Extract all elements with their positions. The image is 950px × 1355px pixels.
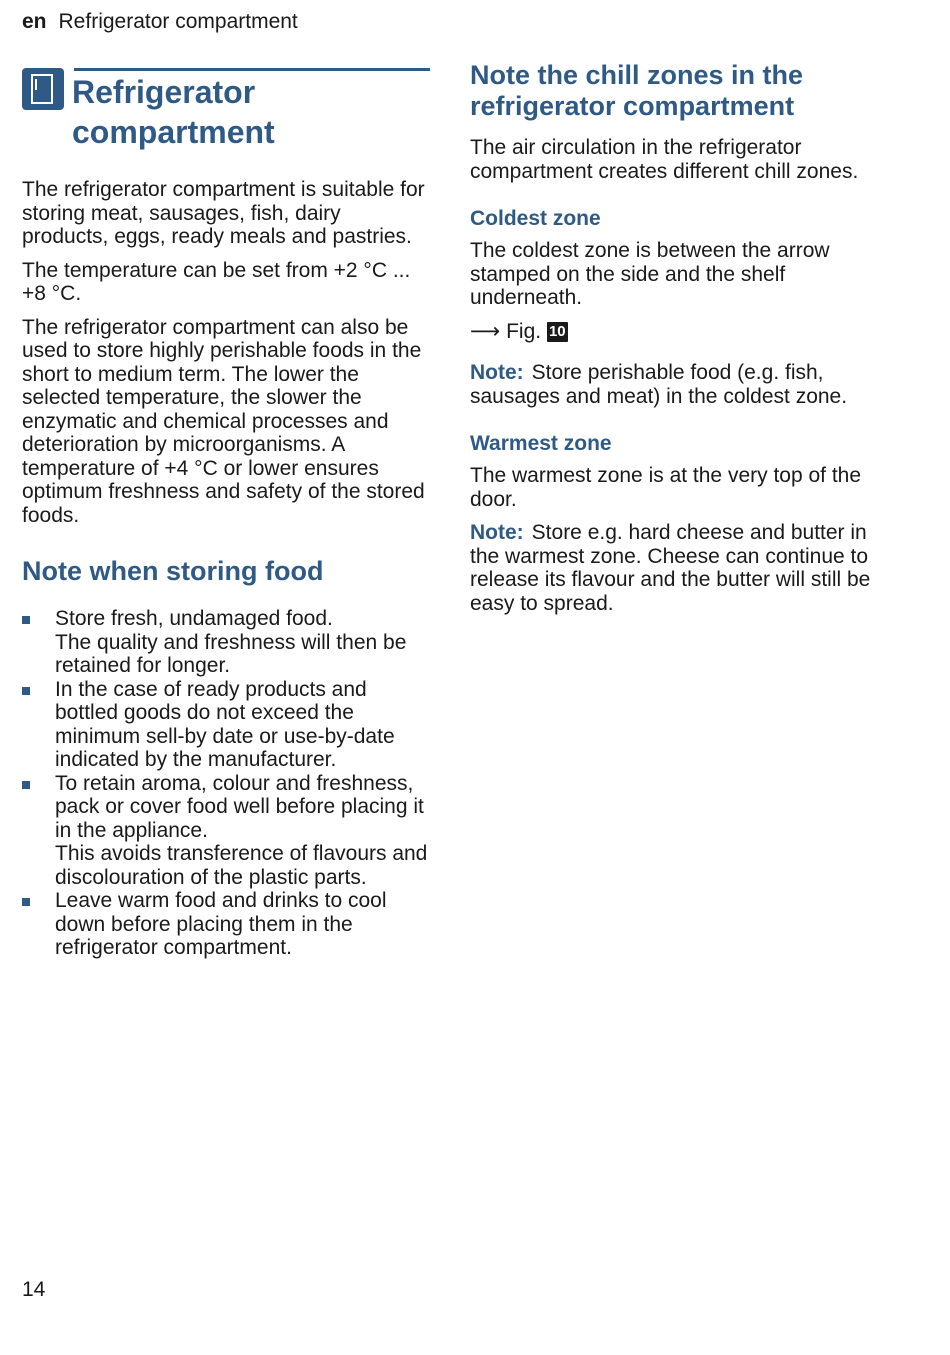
coldest-zone-heading: Coldest zone (470, 207, 601, 230)
list-item (22, 772, 432, 890)
list-item (22, 889, 432, 960)
coldest-zone-text: The coldest zone is between the arrow stamped on the side and the shelf underneath. (470, 239, 830, 309)
list-item-text: Store fresh, undamaged food. (55, 607, 333, 630)
figure-label: Fig. (506, 319, 542, 343)
page-title: Refrigerator compartment (72, 74, 275, 150)
list-item-subtext: The quality and freshness will then be retained for longer. (55, 630, 407, 677)
note-label: Note: (470, 521, 524, 544)
arrow-right-icon: ⟶ (470, 319, 501, 343)
list-item-subtext: This avoids transference of flavours and discolouration of the plastic parts. (55, 842, 428, 889)
bullet-icon (22, 616, 30, 624)
chill-zones-intro: The air circulation in the refrigerator compartment creates different chill zones. (470, 136, 859, 183)
warmest-zone-note (470, 521, 890, 615)
figure-number: 10 (548, 322, 566, 340)
bullet-icon (22, 687, 30, 695)
section-title-block (22, 68, 432, 154)
page-header (22, 9, 298, 35)
intro-paragraph: The refrigerator compartment is suitable for storing meat, sausages, fish, dairy products, eggs, ready meals and pastries. (22, 178, 425, 248)
list-item-text: To retain aroma, colour and freshness, pack or cover food well before placing it in the appliance. (55, 771, 424, 842)
header-section-title: Refrigerator compartment (58, 10, 298, 33)
temperature-paragraph: The temperature can be set from +2 °C ... +8 °C. (22, 258, 411, 305)
title-rule (74, 68, 430, 71)
list-item (22, 678, 432, 772)
list-item (22, 607, 432, 678)
warmest-zone-text: The warmest zone is at the very top of the door. (470, 464, 862, 511)
refrigerator-icon (22, 68, 64, 110)
storage-paragraph: The refrigerator compartment can also be used to store highly perishable foods in the short to medium term. The lower the selected temperature, the slower the enzymatic and chemical processes and deterioration by microorganisms. A temperature of +4 °C or lower ensures optimum freshness and safety of the stored foods. (22, 315, 425, 527)
list-item-text: In the case of ready products and bottled goods do not exceed the minimum sell-by date or use-by-date indicated by the manufacturer. (55, 677, 395, 771)
figure-reference (470, 320, 890, 344)
note-text: Store e.g. hard cheese and butter in the warmest zone. Cheese can continue to release its flavour and the butter will still be easy to spread. (470, 521, 871, 615)
warmest-zone-heading: Warmest zone (470, 432, 612, 455)
list-item-text: Leave warm food and drinks to cool down before placing them in the refrigerator compartment. (55, 889, 387, 959)
page-number: 14 (22, 1278, 46, 1301)
storing-food-list (22, 607, 432, 960)
bullet-icon (22, 898, 30, 906)
note-text: Store perishable food (e.g. fish, sausages and meat) in the coldest zone. (470, 361, 848, 408)
bullet-icon (22, 781, 30, 789)
note-label: Note: (470, 361, 524, 384)
language-code: en (22, 10, 47, 33)
right-column (470, 60, 890, 625)
storing-food-heading: Note when storing food (22, 556, 324, 586)
left-column (22, 68, 432, 960)
chill-zones-heading: Note the chill zones in the refrigerator compartment (470, 60, 804, 121)
coldest-zone-note (470, 361, 890, 408)
